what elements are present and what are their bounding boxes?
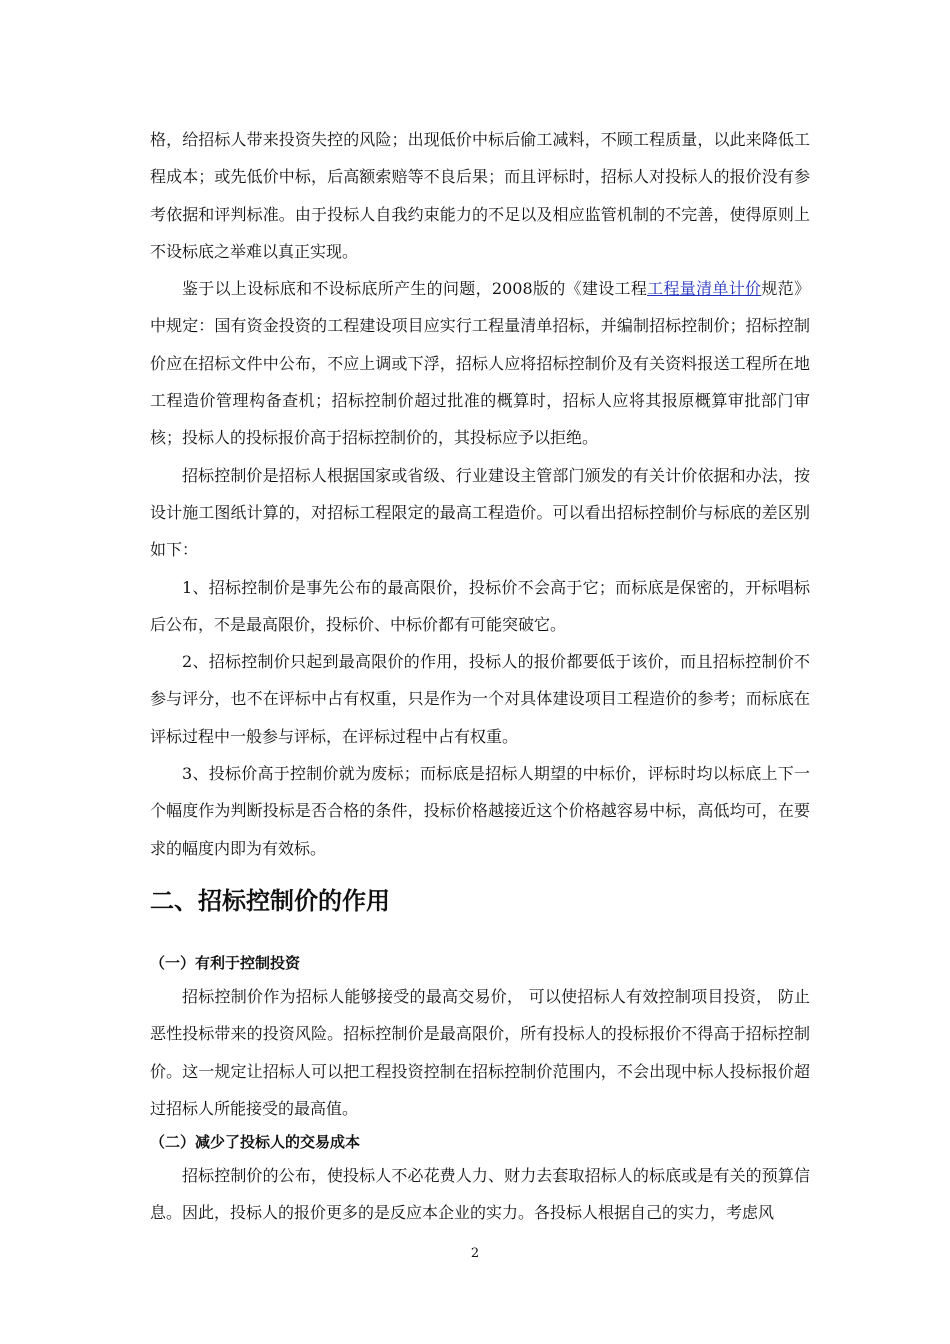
page-number: 2 <box>470 1246 480 1261</box>
subheading-2-paragraph: 招标控制价的公布，使投标人不必花费人力、财力去套取招标人的标底或是有关的预算信息。因此，投标人的报价更多的是反应本企业的实力。各投标人根据自己的实力，考虑风 <box>150 1166 810 1223</box>
body-text-top <box>150 121 810 867</box>
subheading-1-paragraph: 招标控制价作为招标人能够接受的最高交易价， 可以使招标人有效控制项目投资， 防止恶性投标带来的投资风险。招标控制价是最高限价，所有投标人的投标报价不得高于招标控制价。这一规定让招标人可以把工程投资控制在招标控制价范围内，不会出现中标人投标报价超过招标人所能接受的最高值。 <box>150 987 810 1118</box>
body-text-section <box>150 948 810 1232</box>
paragraph-continued: 格，给招标人带来投资失控的风险；出现低价中标后偷工减料，不顾工程质量，以此来降低工程成本；或先低价中标，后高额索赔等不良后果；而且评标时，招标人对投标人的报价没有参考依据和评判标准。由于投标人自我约束能力的不足以及相应监管机制的不完善，使得原则上不设标底之举难以真正实现。 <box>150 130 810 261</box>
subheading-1: （一）有利于控制投资 <box>150 954 301 972</box>
paragraph-regulation-pre: 鉴于以上设标底和不设标底所产生的问题，2008版的《建设工程 <box>182 279 648 299</box>
paragraph-regulation-post: 规范》中规定：国有资金投资的工程建设项目应实行工程量清单招标，并编制招标控制价；招标控制价应在招标文件中公布，不应上调或下浮，招标人应将招标控制价及有关资料报送工程所在地工程造价管理构备查机；招标控制价超过批准的概算时，招标人应将其报原概算审批部门审核；投标人的投标报价高于招标控制价的，其投标应予以拒绝。 <box>150 279 810 448</box>
list-item-1: 1、招标控制价是事先公布的最高限价，投标价不会高于它；而标底是保密的，开标唱标后公布，不是最高限价，投标价、中标价都有可能突破它。 <box>150 577 810 634</box>
paragraph-regulation <box>150 270 810 456</box>
list-item-2: 2、招标控制价只起到最高限价的作用，投标人的报价都要低于该价，而且招标控制价不参与评分，也不在评标中占有权重，只是作为一个对具体建设项目工程造价的参考；而标底在评标过程中一般参与评标，在评标过程中占有权重。 <box>150 652 810 746</box>
subheading-2: （二）减少了投标人的交易成本 <box>150 1133 361 1152</box>
bill-of-quantities-link[interactable]: 工程量清单计价 <box>647 279 762 299</box>
section-heading: 二、招标控制价的作用 <box>150 887 390 915</box>
list-item-3: 3、投标价高于控制价就为废标；而标底是招标人期望的中标价，评标时均以标底上下一个幅度作为判断投标是否合格的条件，投标价格越接近这个价格越容易中标，高低均可，在要求的幅度内即为有效标。 <box>150 764 810 858</box>
paragraph-definition: 招标控制价是招标人根据国家或省级、行业建设主管部门颁发的有关计价依据和办法，按设计施工图纸计算的，对招标工程限定的最高工程造价。可以看出招标控制价与标底的差区别如下： <box>150 465 810 560</box>
